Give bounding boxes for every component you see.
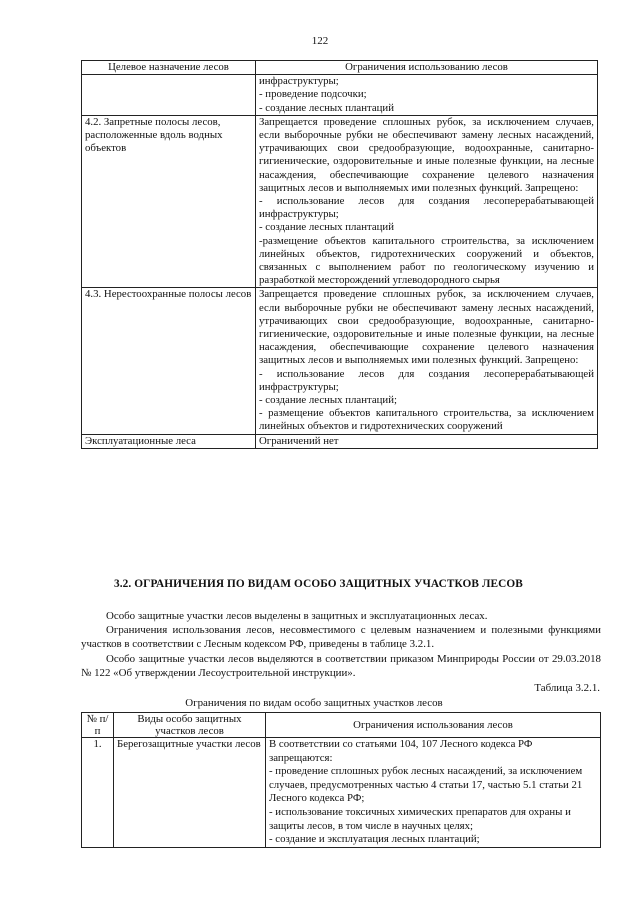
paragraph: Ограничения использования лесов, несовместимого с целевым назначением и полезными функциями участков в соответствии с Лесным кодексом РФ, приведены в таблице 3.2.1. — [81, 624, 601, 651]
row-number: 1. — [82, 738, 114, 848]
restriction-cell: В соответствии со статьями 104, 107 Лесного кодекса РФ запрещаются: - проведение сплошных рубок лесных насаждений, за исключением случаев, предусмотренных частью 4 статьи 17, частью 5.1 статьи 21 Лесного кодекса РФ; - использование токсичных химических препаратов для охраны и защиты лесов, в том числе в научных целях; - создание и эксплуатация лесных плантаций; — [266, 738, 601, 848]
paragraph: Особо защитные участки лесов выделены в защитных и эксплуатационных лесах. — [106, 610, 488, 622]
table-row — [82, 738, 601, 848]
table-header-row — [82, 61, 598, 75]
restriction-cell: Запрещается проведение сплошных рубок, за исключением случаев, если выборочные рубки не обеспечивают замену лесных насаждений, утрачивающих свои средообразующие, водоохранные, санитарно-гигиенические, оздоровительные и иные полезные функции, на лесные насаждения, обеспечивающие сохранение целевого назначения защитных лесов и выполняемых ими полезных функций. Запрещено: - использование лесов для создания лесоперерабатывающей инфраструктуры; - создание лесных плантаций -размещение объектов капитального строительства, за исключением линейных объектов, гидротехнических сооружений и объектов, связанных с выполнением работ по геологическому изучению и разработкой месторождений углеводородного сырья — [256, 115, 598, 288]
table-row — [82, 75, 598, 116]
header-area-type: Виды особо защитных участков лесов — [114, 713, 266, 738]
purpose-cell: Эксплуатационные леса — [82, 434, 256, 448]
restriction-cell: Ограничений нет — [256, 434, 598, 448]
purpose-cell: 4.2. Запретные полосы лесов, расположенные вдоль водных объектов — [82, 115, 256, 288]
header-restrictions: Ограничения использованию лесов — [256, 61, 598, 75]
table-row — [82, 115, 598, 288]
restriction-cell: инфраструктуры; - проведение подсочки; - создание лесных плантаций — [256, 75, 598, 116]
header-number: № п/п — [82, 713, 114, 738]
area-type-cell: Берегозащитные участки лесов — [114, 738, 266, 848]
purpose-cell — [82, 75, 256, 116]
header-purpose: Целевое назначение лесов — [82, 61, 256, 75]
protected-areas-table — [81, 712, 601, 848]
table-caption: Ограничения по видам особо защитных участков лесов — [185, 697, 443, 709]
page-number: 122 — [311, 35, 329, 47]
table-row — [82, 434, 598, 448]
purpose-cell: 4.3. Нерестоохранные полосы лесов — [82, 288, 256, 434]
table-header-row — [82, 713, 601, 738]
table-label: Таблица 3.2.1. — [534, 682, 600, 694]
table-row — [82, 288, 598, 434]
section-title: 3.2. ОГРАНИЧЕНИЯ ПО ВИДАМ ОСОБО ЗАЩИТНЫХ УЧАСТКОВ ЛЕСОВ — [114, 578, 523, 590]
body-text — [81, 609, 601, 680]
restriction-cell: Запрещается проведение сплошных рубок, за исключением случаев, если выборочные рубки не обеспечивают замену лесных насаждений, утрачивающих свои средообразующие, водоохранные, санитарно-гигиенические, оздоровительные и иные полезные функции, на лесные насаждения, обеспечивающие сохранение целевого назначения защитных лесов и выполняемых ими полезных функций. Запрещено: - использование лесов для создания лесоперерабатывающей инфраструктуры; - создание лесных плантаций; - размещение объектов капитального строительства, за исключением линейных объектов и гидротехнических сооружений — [256, 288, 598, 434]
header-restrictions: Ограничения использования лесов — [266, 713, 601, 738]
paragraph: Особо защитные участки лесов выделяются в соответствии приказом Минприроды России от 29.03.2018 № 122 «Об утверждении Лесоустроительной инструкции». — [81, 652, 601, 679]
forest-purpose-table — [81, 60, 598, 449]
